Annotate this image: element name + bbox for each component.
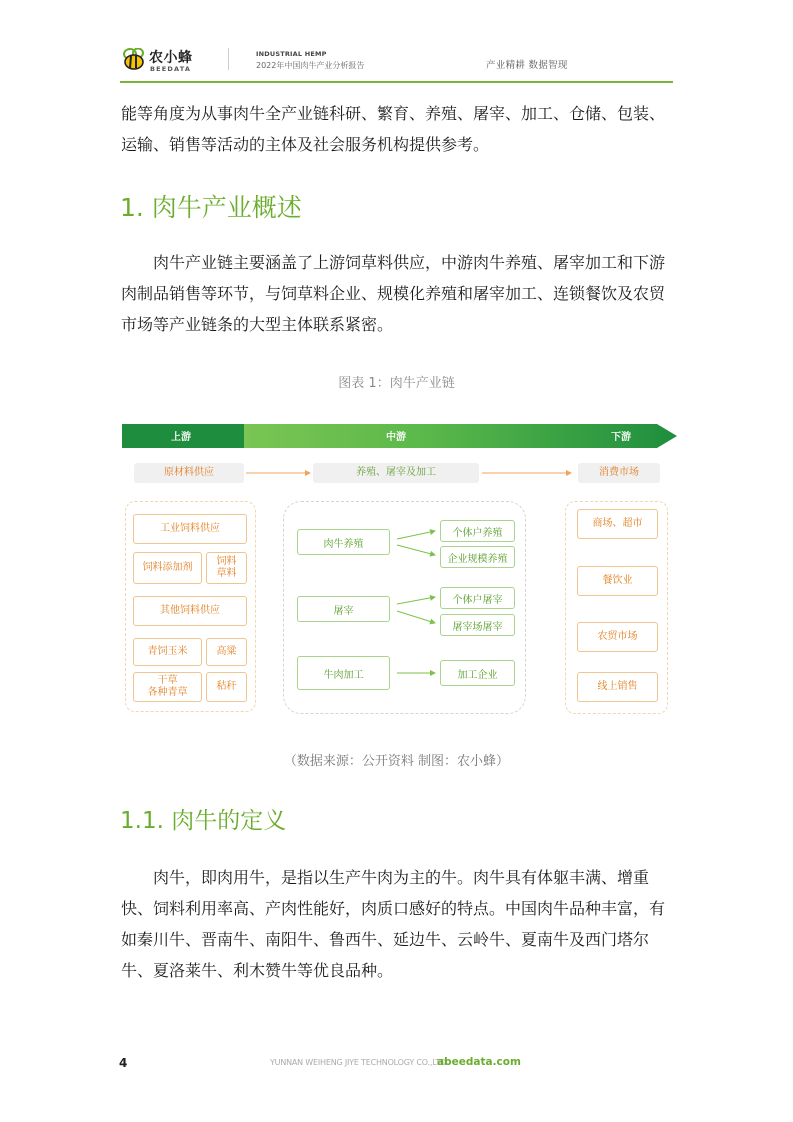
other-feed-box: 其他饲料供应 (133, 596, 247, 626)
stage-header-downstream: 消费市场 (578, 463, 660, 483)
feed-grass-box: 饲料 草料 (206, 552, 247, 584)
online-sales-box: 线上销售 (577, 672, 658, 702)
stage-label-midstream: 中游 (386, 432, 406, 443)
logo-text: 农小蜂 (149, 50, 193, 66)
footer-company: YUNNAN WEIHENG JIYE TECHNOLOGY CO.,LTD. (270, 1058, 449, 1067)
individual-breeding-box: 个体户养殖 (440, 520, 515, 542)
subsection-paragraph (121, 862, 673, 986)
slaughter-box: 屠宰 (297, 596, 390, 622)
catering-box: 餐饮业 (577, 566, 658, 596)
processing-enterprise-box: 加工企业 (440, 660, 515, 686)
feed-additive-box: 饲料添加剂 (133, 552, 202, 584)
section-heading: 1. 肉牛产业概述 (120, 193, 302, 222)
sorghum-box: 高粱 (206, 638, 247, 666)
figure-source: （数据来源：公开资料 制图：农小蜂） (283, 754, 510, 769)
paragraph-line: 肉制品销售等环节，与饲草料企业、规模化养殖和屠宰加工、连锁餐饮及农贸 (121, 284, 666, 303)
stage-label-upstream: 上游 (171, 432, 191, 443)
processing-box: 牛肉加工 (297, 656, 390, 690)
page-number: 4 (119, 1056, 128, 1070)
individual-slaughter-box: 个体户屠宰 (440, 587, 515, 609)
stage-header-upstream: 原材料供应 (134, 463, 244, 483)
mall-box: 商场、超市 (577, 509, 658, 539)
paragraph-line: 快、饲料利用率高、产肉性能好，肉质口感好的特点。中国肉牛品种丰富，有 (121, 899, 666, 918)
paragraph-line: 牛、夏洛莱牛、利木赞牛等优良品种。 (121, 961, 394, 980)
industrial-feed-box: 工业饲料供应 (133, 514, 247, 544)
hay-box: 干草 各种青草 (133, 672, 202, 702)
industry-tag: INDUSTRIAL HEMP (256, 50, 327, 58)
stage-header-midstream: 养殖、屠宰及加工 (313, 463, 479, 483)
paragraph-line: 肉牛产业链主要涵盖了上游饲草料供应，中游肉牛养殖、屠宰加工和下游 (153, 253, 666, 272)
paragraph-line: 市场等产业链条的大型主体联系紧密。 (121, 315, 394, 334)
paragraph-line: 肉牛，即肉用牛，是指以生产牛肉为主的牛。肉牛具有体躯丰满、增重 (153, 868, 650, 887)
paragraph-line: 能等角度为从事肉牛全产业链科研、繁育、养殖、屠宰、加工、仓储、包装、 (121, 104, 666, 123)
paragraph-line: 如秦川牛、晋南牛、南阳牛、鲁西牛、延边牛、云岭牛、夏南牛及西门塔尔 (121, 930, 650, 949)
enterprise-breeding-box: 企业规模养殖 (440, 546, 515, 568)
stage-label-downstream: 下游 (611, 432, 631, 443)
farmers-market-box: 农贸市场 (577, 622, 658, 652)
logo-subtext: BEEDATA (150, 65, 192, 73)
slaughterhouse-box: 屠宰场屠宰 (440, 614, 515, 636)
breeding-box: 肉牛养殖 (297, 529, 390, 555)
silage-corn-box: 青饲玉米 (133, 638, 202, 666)
figure-caption: 图表 1：肉牛产业链 (338, 376, 455, 391)
report-title: 2022年中国肉牛产业分析报告 (256, 61, 365, 70)
header-slogan: 产业精耕 数据智现 (486, 60, 568, 71)
subsection-heading: 1.1. 肉牛的定义 (120, 808, 287, 834)
paragraph-line: 运输、销售等活动的主体及社会服务机构提供参考。 (121, 135, 490, 154)
footer-website: abeedata.com (437, 1056, 521, 1068)
straw-box: 秸秆 (206, 672, 247, 702)
